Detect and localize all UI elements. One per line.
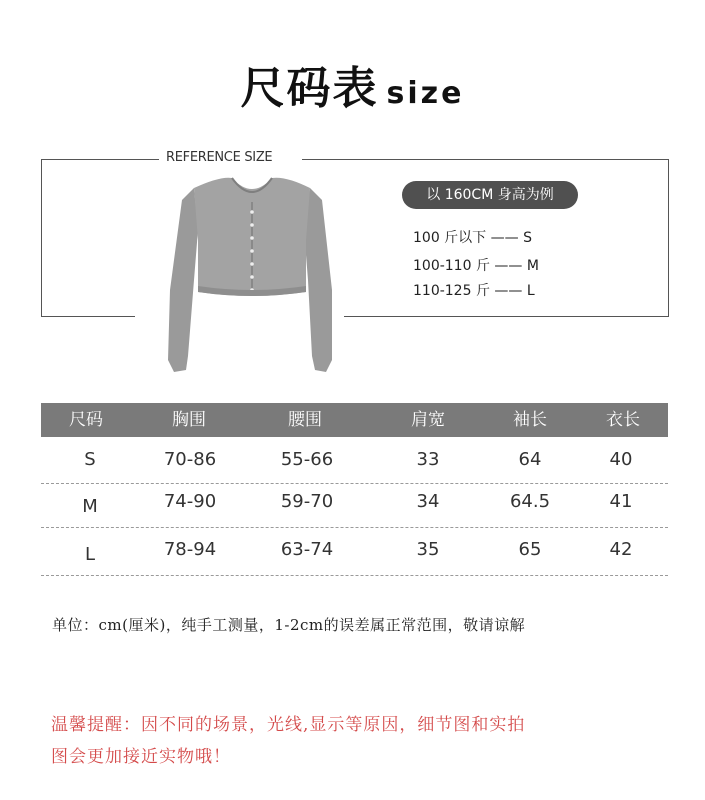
weight-size-row-m: 100-110 斤 —— M [413, 258, 539, 274]
notice-line-2: 图会更加接近实物哦！ [51, 747, 231, 767]
reference-size-label: REFERENCE SIZE [162, 150, 276, 165]
frame-bottom-right-line [344, 316, 669, 317]
size-table-header [41, 403, 668, 437]
header-shoulder: 肩宽 [411, 410, 445, 430]
header-chest: 胸围 [172, 410, 206, 430]
weight-size-row-l: 110-125 斤 —— L [413, 283, 535, 299]
cell-chest: 74-90 [163, 491, 217, 512]
cell-shoulder: 35 [416, 539, 440, 560]
title-chinese: 尺码表 [240, 63, 379, 114]
cell-sleeve: 65 [518, 539, 542, 560]
notice-line-1: 温馨提醒：因不同的场景，光线,显示等原因，细节图和实拍 [51, 715, 526, 735]
cell-length: 41 [609, 491, 633, 512]
cell-waist: 63-74 [280, 539, 334, 560]
cell-size: M [82, 496, 98, 517]
title-english: size [386, 76, 465, 111]
frame-top-left-line [41, 159, 159, 160]
frame-bottom-left-line [41, 316, 135, 317]
row-divider [41, 483, 668, 484]
frame-left-line [41, 159, 42, 316]
cell-chest: 78-94 [163, 539, 217, 560]
cell-shoulder: 33 [416, 449, 440, 470]
cell-size: S [84, 449, 96, 470]
cell-length: 42 [609, 539, 633, 560]
header-length: 衣长 [606, 410, 640, 430]
row-divider [41, 527, 668, 528]
cell-shoulder: 34 [416, 491, 440, 512]
cell-waist: 55-66 [280, 449, 334, 470]
cell-sleeve: 64 [518, 449, 542, 470]
weight-size-row-s: 100 斤以下 —— S [413, 230, 532, 246]
frame-top-right-line [302, 159, 668, 160]
cardigan-icon [160, 170, 345, 380]
cell-length: 40 [609, 449, 633, 470]
page-title [0, 52, 705, 116]
unit-note: 单位：cm(厘米)，纯手工测量，1-2cm的误差属正常范围，敬请谅解 [52, 616, 526, 634]
frame-right-line [668, 159, 669, 316]
cell-chest: 70-86 [163, 449, 217, 470]
header-waist: 腰围 [288, 410, 322, 430]
row-divider [41, 575, 668, 576]
cell-waist: 59-70 [280, 491, 334, 512]
height-note-badge: 以 160CM 身高为例 [402, 181, 578, 209]
cell-size: L [84, 544, 96, 565]
cell-sleeve: 64.5 [509, 491, 551, 512]
header-size: 尺码 [69, 410, 103, 430]
header-sleeve: 袖长 [513, 410, 547, 430]
